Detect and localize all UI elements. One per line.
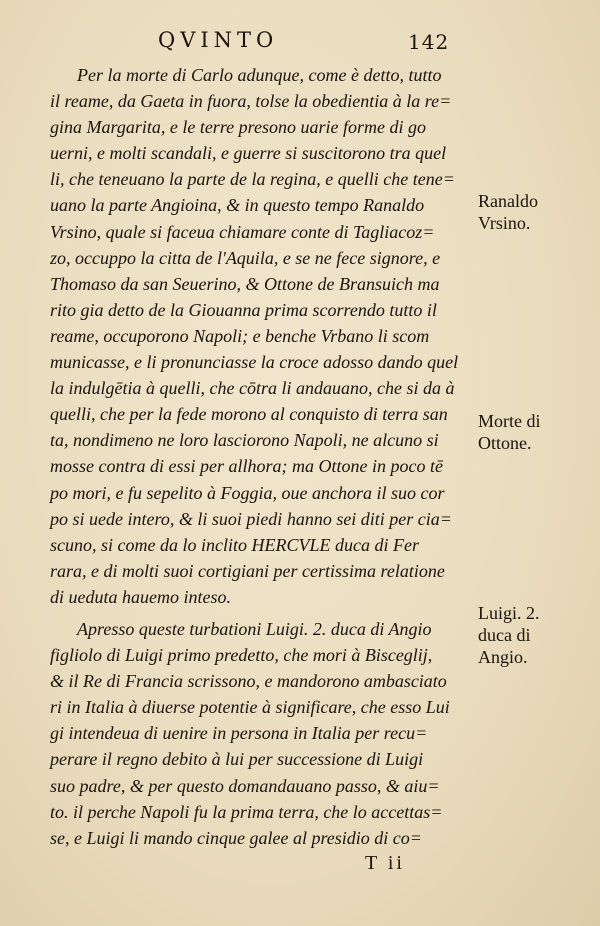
- text-line: li, che teneuano la parte de la regina, e quelli che tene=: [50, 169, 455, 190]
- text-line: gina Margarita, e le terre presono uarie forme di go: [50, 117, 426, 138]
- running-title: QVINTO: [158, 28, 279, 52]
- text-line: uerni, e molti scandali, e guerre si suscitorono tra quel: [50, 143, 447, 164]
- text-line: gi intendeua di uenire in persona in Italia per recu=: [50, 723, 428, 744]
- main-text-block: [50, 62, 470, 851]
- text-line: figliolo di Luigi primo predetto, che mori à Bisceglij,: [50, 645, 433, 666]
- text-line: se, e Luigi li mando cinque galee al presidio di co=: [50, 827, 422, 848]
- text-line: reame, occuporono Napoli; e benche Vrbano li scom: [50, 325, 430, 346]
- text-line: suo padre, & per questo domandauano passo, & aiu=: [50, 775, 440, 796]
- text-line: quelli, che per la fede morono al conquisto di terra san: [50, 404, 448, 425]
- text-line: il reame, da Gaeta in fuora, tolse la obedientia à la re=: [50, 91, 452, 112]
- margin-note-line: Ottone.: [478, 433, 532, 453]
- text-line: scuno, si come da lo inclito HERCVLE duca di Fer: [50, 534, 419, 555]
- text-line: mosse contra di essi per allhora; ma Ottone in poco tē: [50, 456, 443, 477]
- text-line: di ueduta hauemo inteso.: [50, 586, 231, 607]
- text-line: Vrsino, quale si faceua chiamare conte di Tagliacoz=: [50, 221, 435, 242]
- text-line: la indulgētia à quelli, che cōtra li andauano, che si da à: [50, 378, 455, 399]
- text-line: ta, nondimeno ne loro lasciorono Napoli, ne alcuno si: [50, 430, 439, 451]
- margin-note-ranaldo: [478, 190, 588, 234]
- text-line: rito gia detto de la Giouanna prima scorrendo tutto il: [50, 299, 437, 320]
- text-line: rara, e di molti suoi cortigiani per certissima relatione: [50, 560, 445, 581]
- page-number: 142: [408, 30, 450, 54]
- paragraph-1: [50, 62, 470, 610]
- text-line: zo, occuppo la citta de l'Aquila, e se ne fece signore, e: [50, 247, 441, 268]
- text-line: municasse, e li pronunciasse la croce adosso dando quel: [50, 352, 459, 373]
- text-line: Thomaso da san Seuerino, & Ottone de Bransuich ma: [50, 273, 440, 294]
- text-line: to. il perche Napoli fu la prima terra, che lo accettas=: [50, 801, 443, 822]
- margin-note-line: Ranaldo: [478, 191, 538, 211]
- margin-note-luigi: [478, 602, 588, 668]
- show-through-smudge: [500, 560, 560, 584]
- paragraph-2: [50, 616, 470, 851]
- margin-note-line: Vrsino.: [478, 213, 531, 233]
- text-line: po mori, e fu sepelito à Foggia, oue anchora il suo cor: [50, 482, 445, 503]
- text-line: perare il regno debito à lui per successione di Luigi: [50, 749, 424, 770]
- margin-note-line: Angio.: [478, 647, 528, 667]
- text-line: uano la parte Angioina, & in questo tempo Ranaldo: [50, 195, 425, 216]
- signature-mark: T ii: [365, 852, 405, 874]
- text-line: Per la morte di Carlo adunque, come è detto, tutto: [77, 65, 442, 85]
- text-line: Apresso queste turbationi Luigi. 2. duca di Angio: [77, 618, 432, 639]
- text-line: & il Re di Francia scrissono, e mandorono ambasciato: [50, 671, 447, 692]
- text-line: po si uede intero, & li suoi piedi hanno sei diti per cia=: [50, 508, 452, 529]
- margin-note-ottone: [478, 410, 588, 454]
- margin-note-line: Luigi. 2.: [478, 603, 540, 623]
- text-line: ri in Italia à diuerse potentie à significare, che esso Lui: [50, 697, 450, 718]
- margin-note-line: Morte di: [478, 411, 541, 431]
- margin-note-line: duca di: [478, 625, 531, 645]
